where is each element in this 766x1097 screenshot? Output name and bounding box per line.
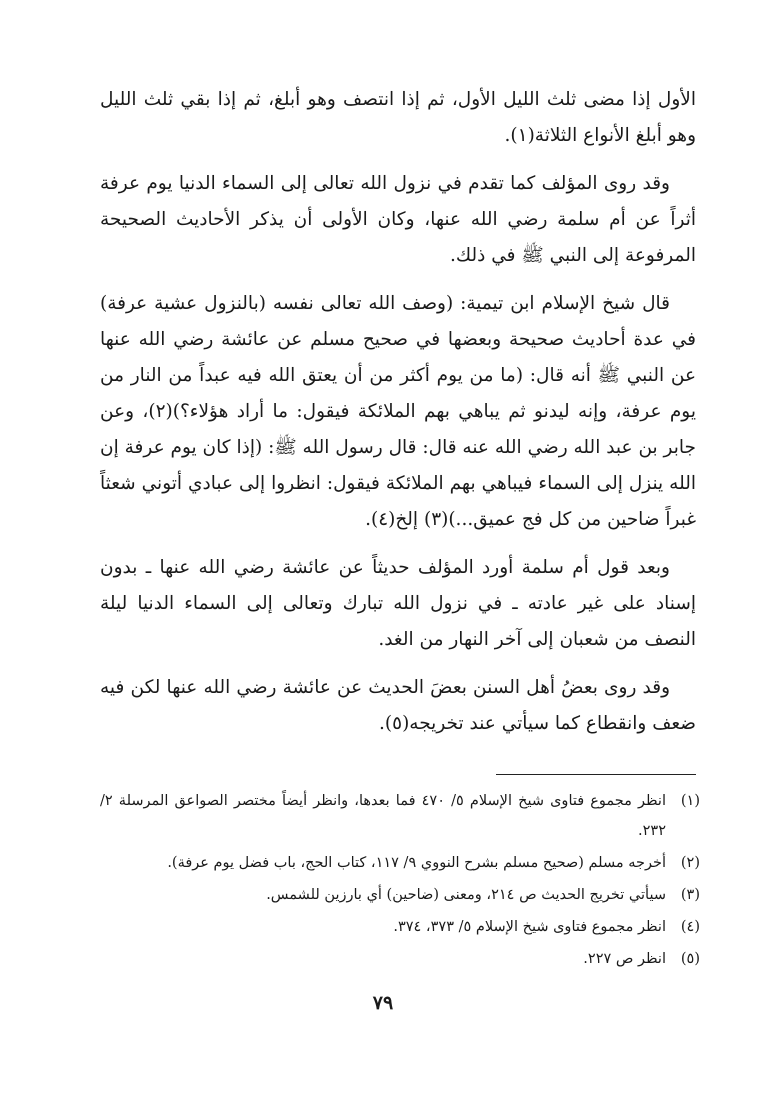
paragraph-1: الأول إذا مضى ثلث الليل الأول، ثم إذا انتصف وهو أبلغ، ثم إذا بقي ثلث الليل وهو أبلغ الأنواع الثلاثة(١).: [100, 89, 696, 146]
footnote-2: [100, 848, 700, 878]
footnote-text: انظر ص ٢٢٧.: [583, 951, 666, 967]
page-number: ٧٩: [372, 992, 394, 1014]
main-text: [100, 82, 696, 754]
footnote-text: سيأتي تخريج الحديث ص ٢١٤، ومعنى (ضاحين) أي بارزين للشمس.: [266, 887, 666, 903]
footnote-number: (٣): [680, 887, 700, 903]
footnote-number: (٤): [680, 919, 700, 935]
paragraph-3: قال شيخ الإسلام ابن تيمية: (وصف الله تعالى نفسه (بالنزول عشية عرفة) في عدة أحاديث صحيحة وبعضها في صحيح مسلم عن عائشة رضي الله عنها عن النبي ﷺ أنه قال: (ما من يوم أكثر من أن يعتق الله فيه عبداً من النار من يوم عرفة، وإنه ليدنو ثم يباهي بهم الملائكة فيقول: ما أراد هؤلاء؟)(٢)، وعن جابر بن عبد الله رضي الله عنه قال: قال رسول الله ﷺ: (إذا كان يوم عرفة إن الله ينزل إلى السماء فيباهي بهم الملائكة فيقول: انظروا إلى عبادي أتوني شعثاً غبراً ضاحين من كل فج عميق...)(٣) إلخ(٤).: [100, 293, 696, 530]
footnotes: [100, 786, 700, 976]
footnote-number: (٢): [680, 855, 700, 871]
footnote-text: انظر مجموع فتاوى شيخ الإسلام ٥/ ٣٧٣، ٣٧٤.: [393, 919, 666, 935]
footnote-1: [100, 786, 700, 846]
footnote-number: (٥): [680, 951, 700, 967]
footnote-5: [100, 944, 700, 974]
footnote-text: انظر مجموع فتاوى شيخ الإسلام ٥/ ٤٧٠ فما بعدها، وانظر أيضاً مختصر الصواعق المرسلة ٢/ ٢٣٢.: [100, 793, 666, 839]
paragraph-4: وبعد قول أم سلمة أورد المؤلف حديثاً عن عائشة رضي الله عنها ـ بدون إسناد على غير عادته ـ في نزول الله تبارك وتعالى إلى السماء الدنيا ليلة النصف من شعبان إلى آخر النهار من الغد.: [100, 557, 696, 650]
paragraph-5: وقد روى بعضُ أهل السنن بعضَ الحديث عن عائشة رضي الله عنها لكن فيه ضعف وانقطاع كما سيأتي عند تخريجه(٥).: [100, 677, 696, 734]
paragraph-2: وقد روى المؤلف كما تقدم في نزول الله تعالى إلى السماء الدنيا يوم عرفة أثراً عن أم سلمة رضي الله عنها، وكان الأولى أن يذكر الأحاديث الصحيحة المرفوعة إلى النبي ﷺ في ذلك.: [100, 173, 696, 266]
footnote-4: [100, 912, 700, 942]
footnote-text: أخرجه مسلم (صحيح مسلم بشرح النووي ٩/ ١١٧، كتاب الحج، باب فضل يوم عرفة).: [167, 855, 666, 871]
footnote-number: (١): [680, 793, 700, 809]
footnote-3: [100, 880, 700, 910]
footnote-divider: [496, 774, 696, 775]
